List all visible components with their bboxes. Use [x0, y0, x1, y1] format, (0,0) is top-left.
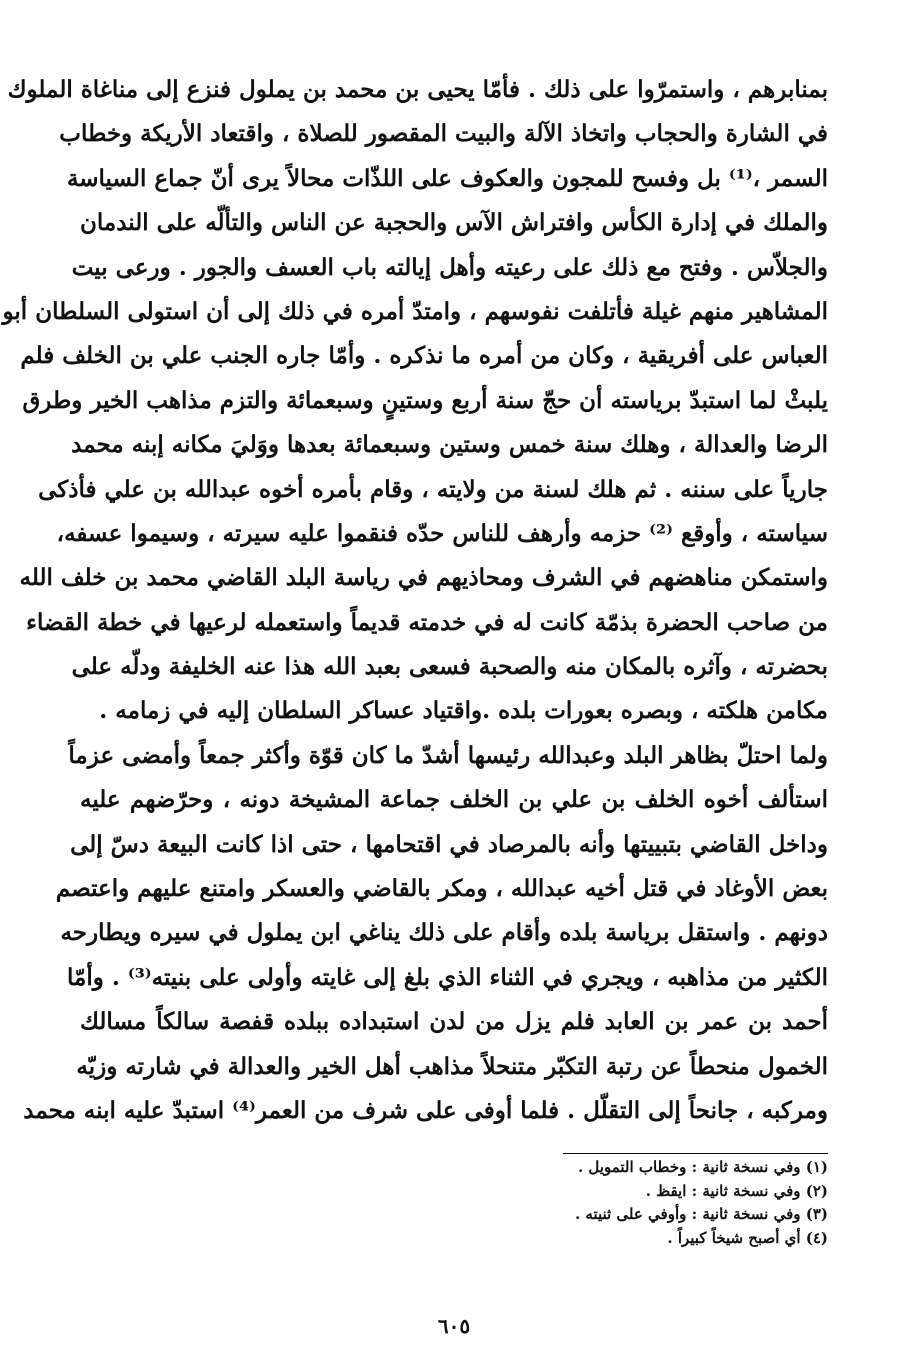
footnote: (٣) وفي نسخة ثانية : وأوفي على ثنيته . — [574, 1205, 828, 1223]
text-line: السمر ،⁽¹⁾ بل وفسح للمجون والعكوف على اللذّات محالاً يرى أنّ جماع السياسة — [66, 164, 828, 192]
text-line: استألف أخوه الخلف بن علي بن الخلف جماعة المشيخة دونه ، وحرّضهم عليه — [80, 786, 828, 814]
text-line: وداخل القاضي بتبييتها وأنه بالمرصاد في اقتحامها ، حتى اذا كانت البيعة دسّ إلى — [70, 830, 828, 858]
text-line: الكثير من مذاهبه ، ويجري في الثناء الذي بلغ إلى غايته وأولى على بنيته⁽³⁾ . وأمّا — [67, 963, 828, 991]
footnote-divider — [563, 1153, 828, 1154]
text-line: ولما احتلّ بظاهر البلد وعبدالله رئيسها أشدّ ما كان قوّة وأكثر جمعاً وأمضى عزماً — [68, 741, 828, 769]
text-line: الخمول منحطاً عن رتبة التكبّر متنحلاً مذاهب أهل الخير والعدالة في شارته وزيّه — [76, 1052, 828, 1080]
text-line: الرضا والعدالة ، وهلك سنة خمس وستين وسبعمائة بعدها ووَليَ مكانه إبنه محمد — [71, 431, 828, 459]
text-line: والجلاّس . وفتح مع ذلك على رعيته وأهل إيالته باب العسف والجور . ورعى بيت — [71, 253, 828, 281]
footnote: (٢) وفي نسخة ثانية : ايقظ . — [645, 1181, 828, 1200]
footnote: (١) وفي نسخة ثانية : وخطاب التمويل . — [577, 1158, 828, 1176]
text-line: يلبثْ لما استبدّ برياسته أن حجّ سنة أربع وستينٍ وسبعمائة والتزم مذاهب الخير وطرق — [22, 386, 828, 414]
text-line: بعض الأوغاد في قتل أخيه عبدالله ، ومكر بالقاضي والعسكر وامتنع عليهم واعتصم — [55, 875, 828, 903]
page-number: ٦٠٥ — [437, 1314, 471, 1338]
text-line: المشاهير منهم غيلة فأتلفت نفوسهم ، وامتدّ أمره في ذلك إلى أن استولى السلطان أبو — [2, 297, 828, 325]
body-text — [2, 68, 828, 1133]
text-line: بمنابرهم ، واستمرّوا على ذلك . فأمّا يحيى بن محمد بن يملول فنزع إلى مناغاة الملوك — [7, 76, 828, 103]
text-line: واستمكن مناهضهم في الشرف ومحاذيهم في رياسة البلد القاضي محمد بن خلف الله — [19, 564, 828, 592]
text-line: دونهم . واستقل برياسة بلده وأقام على ذلك يناغي ابن يملول في سيره ويطارحه — [60, 919, 828, 947]
text-line: سياسته ، وأوقع ⁽²⁾ حزمه وأرهف للناس حدّه فنقموا عليه سيرته ، وسيموا عسفه، — [56, 519, 828, 547]
text-line: من صاحب الحضرة بذمّة كانت له في خدمته قديماً واستعمله لرعيها في خطة القضاء — [26, 608, 828, 636]
text-line: بحضرته ، وآثره بالمكان منه والصحبة فسعى بعبد الله هذا عنه الخليفة ودلّه على — [71, 653, 828, 681]
text-line: في الشارة والحجاب واتخاذ الآلة والبيت المقصور للصلاة ، واقتعاد الأريكة وخطاب — [59, 120, 828, 148]
text-line: العباس على أفريقية ، وكان من أمره ما نذكره . وأمّا جاره الجنب علي بن الخلف فلم — [20, 342, 828, 370]
text-line: جارياً على سننه . ثم هلك لسنة من ولايته ، وقام بأمره أخوه عبدالله بن علي فأذكى — [38, 475, 828, 503]
text-line: ومركبه ، جانحاً إلى التقلّل . فلما أوفى على شرف من العمر⁽⁴⁾ استبدّ عليه ابنه محمد — [23, 1096, 828, 1124]
text-line: أحمد بن عمر بن العابد فلم يزل من لدن استبداده ببلده قفصة سالكاً مسالك — [80, 1008, 828, 1036]
text-line: والملك في إدارة الكأس وافتراش الآس والحجبة عن الناس والتألّه على الندمان — [80, 209, 828, 237]
text-line: مكامن هلكته ، وبصره بعورات بلده .واقتياد عساكر السلطان إليه في زمامه . — [99, 697, 828, 725]
footnote: (٤) أي أصبح شيخاً كبيراً . — [667, 1228, 828, 1247]
footnotes — [368, 1156, 828, 1250]
